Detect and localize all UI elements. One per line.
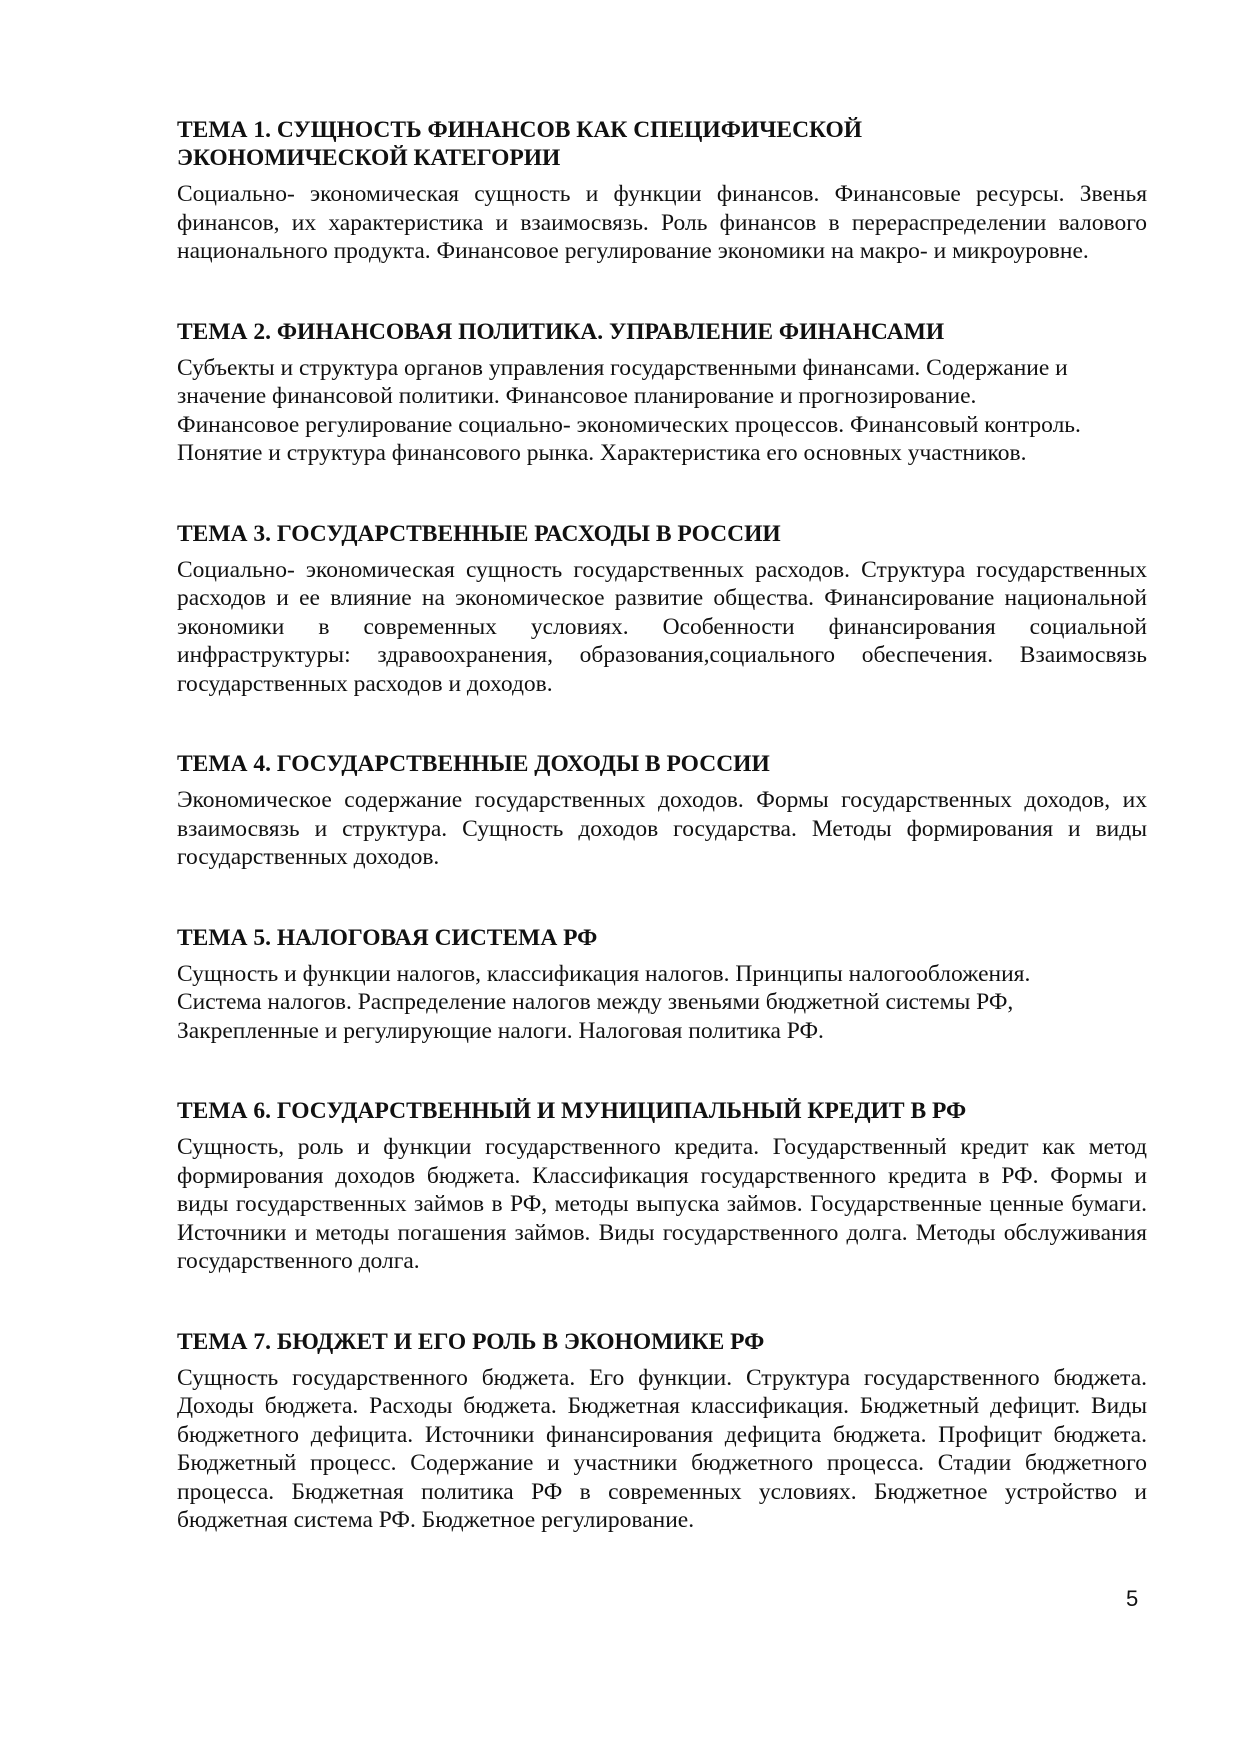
topic-title-line: ТЕМА 1. СУЩНОСТЬ ФИНАНСОВ КАК СПЕЦИФИЧЕСКОЙ — [177, 117, 863, 143]
body-line: Система налогов. Распределение налогов между звеньями бюджетной системы РФ, — [177, 989, 1014, 1015]
topic-title — [177, 318, 1147, 346]
topic-title — [177, 1097, 1147, 1125]
body-line: Сущность и функции налогов, классификация налогов. Принципы налогообложения. — [177, 960, 1031, 987]
topic-body — [177, 354, 1147, 468]
body-line: Закрепленные и регулирующие налоги. Налоговая политика РФ. — [177, 1017, 824, 1044]
topic-body: Сущность, роль и функции государственного кредита. Государственный кредит как метод формирования доходов бюджета. Классификация государственного кредита в РФ. Формы и виды государственных займов в РФ, методы выпуска займов. Государственные ценные бумаги. Источники и методы погашения займов. Виды государственного долга. Методы обслуживания государственного долга. — [177, 1134, 1147, 1274]
topic-6 — [177, 1097, 1147, 1276]
page-content — [177, 116, 1147, 1587]
topic-body: Социально- экономическая сущность и функции финансов. Финансовые ресурсы. Звенья финансов, их характеристика и взаимосвязь. Роль финансов в перераспределении валового национального продукта. Финансовое регулирование экономики на макро- и микроуровне. — [177, 181, 1147, 264]
topic-body: Сущность государственного бюджета. Его функции. Структура государственного бюджета. Доходы бюджета. Расходы бюджета. Бюджетная классификация. Бюджетный дефицит. Виды бюджетного дефицита. Источники финансирования дефицита бюджета. Профицит бюджета. Бюджетный процесс. Содержание и участники бюджетного процесса. Стадии бюджетного процесса. Бюджетная политика РФ в современных условиях. Бюджетное устройство и бюджетная система РФ. Бюджетное регулирование. — [177, 1364, 1147, 1533]
topic-title-line: ТЕМА 7. БЮДЖЕТ И ЕГО РОЛЬ В ЭКОНОМИКЕ РФ — [177, 1328, 765, 1355]
topic-3 — [177, 520, 1147, 699]
page-number: 5 — [1126, 1586, 1139, 1611]
topic-5 — [177, 924, 1147, 1046]
topic-4 — [177, 750, 1147, 872]
body-line: значение финансовой политики. Финансовое планирование и прогнозирование. — [177, 383, 977, 409]
topic-1 — [177, 116, 1147, 266]
body-line: Финансовое регулирование социально- экономических процессов. Финансовый контроль. — [177, 411, 1081, 438]
topic-body — [177, 960, 1147, 1046]
topic-title — [177, 1328, 1147, 1356]
topic-title-line: ЭКОНОМИЧЕСКОЙ КАТЕГОРИИ — [177, 145, 561, 171]
topic-title — [177, 924, 1147, 952]
topic-title-line: ТЕМА 2. ФИНАНСОВАЯ ПОЛИТИКА. УПРАВЛЕНИЕ ФИНАНСАМИ — [177, 318, 945, 345]
topic-body: Экономическое содержание государственных доходов. Формы государственных доходов, их взаимосвязь и структура. Сущность доходов государства. Методы формирования и виды государственных доходов. — [177, 787, 1147, 870]
body-line: Субъекты и структура органов управления государственными финансами. Содержание и — [177, 354, 1068, 381]
topic-title-line: ТЕМА 5. НАЛОГОВАЯ СИСТЕМА РФ — [177, 924, 598, 951]
topic-7 — [177, 1328, 1147, 1535]
topic-title-line: ТЕМА 6. ГОСУДАРСТВЕННЫЙ И МУНИЦИПАЛЬНЫЙ КРЕДИТ В РФ — [177, 1098, 967, 1124]
topic-title-line: ТЕМА 4. ГОСУДАРСТВЕННЫЕ ДОХОДЫ В РОССИИ — [177, 751, 770, 777]
topic-title-line: ТЕМА 3. ГОСУДАРСТВЕННЫЕ РАСХОДЫ В РОССИИ — [177, 520, 781, 547]
topic-body: Социально- экономическая сущность государственных расходов. Структура государственных расходов и ее влияние на экономическое развитие общества. Финансирование национальной экономики в современных условиях. Особенности финансирования социальной инфраструктуры: здравоохранения, образования,социального обеспечения. Взаимосвязь государственных расходов и доходов. — [177, 556, 1147, 697]
body-line: Понятие и структура финансового рынка. Характеристика его основных участников. — [177, 440, 1027, 466]
topic-title — [177, 116, 1147, 172]
topic-title — [177, 750, 1147, 778]
topic-2 — [177, 318, 1147, 468]
topic-title — [177, 520, 1147, 548]
